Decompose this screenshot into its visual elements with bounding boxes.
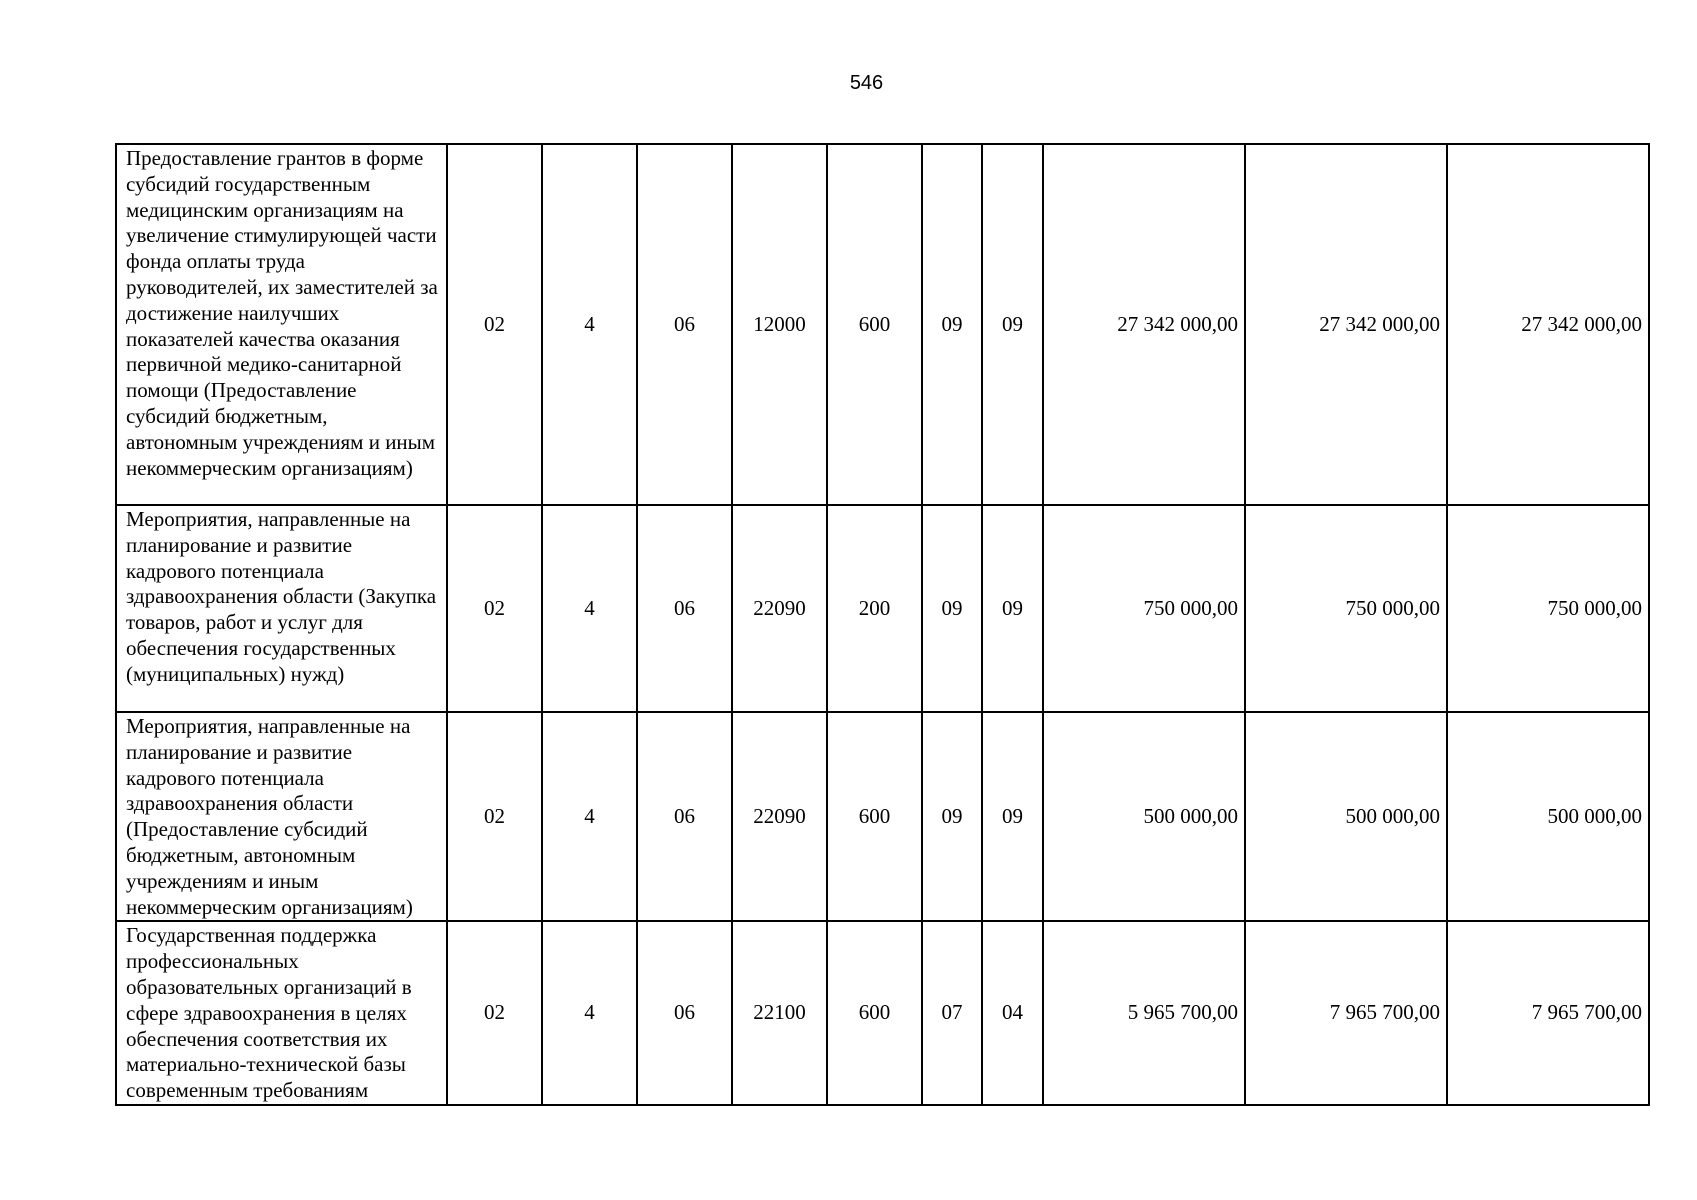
row-description: Мероприятия, направленные на планирование и развитие кадрового потенциала здравоохранения области (Предоставление субсидий бюджетным, автономным учреждениям и иным некоммерческим организациям): [116, 712, 447, 921]
code-cell: 4: [542, 712, 637, 921]
code-cell: 600: [827, 921, 922, 1105]
code-cell: 200: [827, 505, 922, 712]
code-cell: 22090: [732, 712, 827, 921]
code-cell: 02: [447, 712, 542, 921]
code-cell: 22100: [732, 921, 827, 1105]
code-cell: 06: [637, 921, 732, 1105]
amount-cell: 750 000,00: [1245, 505, 1447, 712]
amount-cell: 27 342 000,00: [1447, 144, 1649, 505]
table-row: [116, 505, 1649, 712]
code-cell: 07: [922, 921, 982, 1105]
code-cell: 09: [922, 712, 982, 921]
code-cell: 4: [542, 505, 637, 712]
code-cell: 600: [827, 712, 922, 921]
amount-cell: 500 000,00: [1043, 712, 1245, 921]
code-cell: 04: [982, 921, 1043, 1105]
amount-cell: 5 965 700,00: [1043, 921, 1245, 1105]
table-row: [116, 921, 1649, 1105]
amount-cell: 500 000,00: [1245, 712, 1447, 921]
code-cell: 06: [637, 144, 732, 505]
amount-cell: 750 000,00: [1043, 505, 1245, 712]
code-cell: 09: [982, 712, 1043, 921]
code-cell: 02: [447, 505, 542, 712]
code-cell: 4: [542, 921, 637, 1105]
code-cell: 09: [982, 505, 1043, 712]
page-number: 546: [849, 72, 884, 94]
code-cell: 09: [922, 505, 982, 712]
code-cell: 12000: [732, 144, 827, 505]
row-description: Мероприятия, направленные на планирование и развитие кадрового потенциала здравоохранения области (Закупка товаров, работ и услуг для обеспечения государственных (муниципальных) нужд): [116, 505, 447, 712]
code-cell: 02: [447, 144, 542, 505]
code-cell: 09: [922, 144, 982, 505]
row-description: Предоставление грантов в форме субсидий государственным медицинским организациям на увеличение стимулирующей части фонда оплаты труда руководителей, их заместителей за достижение наилучших показателей качества оказания первичной медико-санитарной помощи (Предоставление субсидий бюджетным, автономным учреждениям и иным некоммерческим организациям): [116, 144, 447, 505]
code-cell: 02: [447, 921, 542, 1105]
amount-cell: 7 965 700,00: [1447, 921, 1649, 1105]
amount-cell: 500 000,00: [1447, 712, 1649, 921]
table-row: [116, 712, 1649, 921]
code-cell: 600: [827, 144, 922, 505]
code-cell: 06: [637, 505, 732, 712]
code-cell: 4: [542, 144, 637, 505]
amount-cell: 750 000,00: [1447, 505, 1649, 712]
code-cell: 09: [982, 144, 1043, 505]
amount-cell: 27 342 000,00: [1043, 144, 1245, 505]
row-description: Государственная поддержка профессиональных образовательных организаций в сфере здравоохранения в целях обеспечения соответствия их материально-технической базы современным требованиям: [116, 921, 447, 1105]
amount-cell: 27 342 000,00: [1245, 144, 1447, 505]
code-cell: 22090: [732, 505, 827, 712]
code-cell: 06: [637, 712, 732, 921]
amount-cell: 7 965 700,00: [1245, 921, 1447, 1105]
budget-table: [115, 143, 1650, 1106]
table-row: [116, 144, 1649, 505]
